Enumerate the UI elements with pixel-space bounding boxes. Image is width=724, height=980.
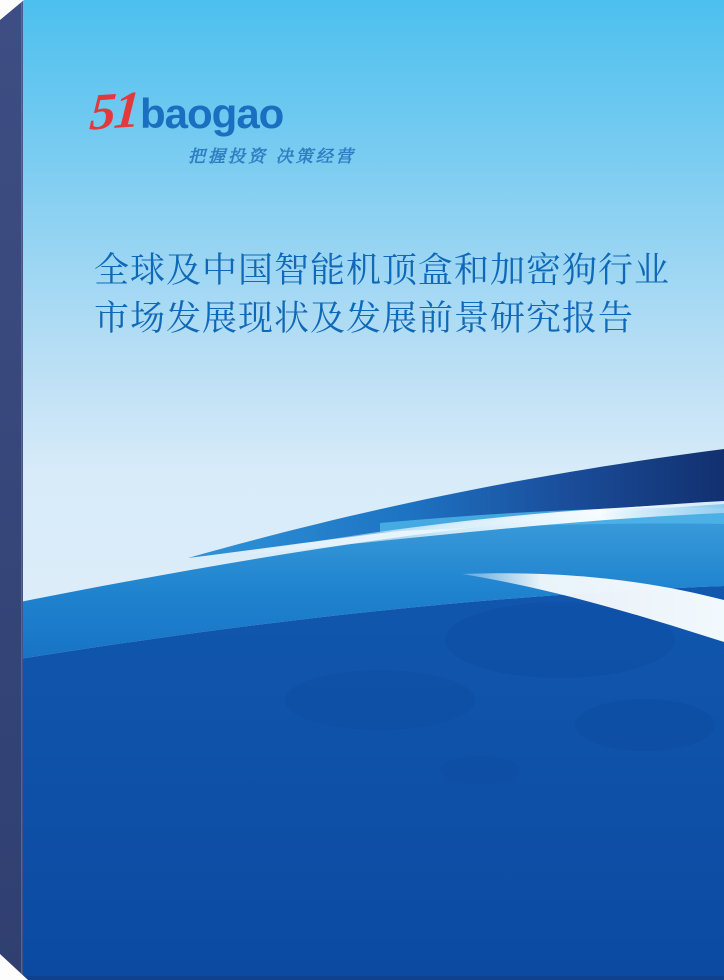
title-line-1: 全球及中国智能机顶盒和加密狗行业 — [94, 251, 671, 290]
book-spine — [0, 0, 23, 980]
report-title — [94, 247, 670, 343]
logo-block — [87, 81, 356, 166]
title-line-2: 市场发展现状及发展前景研究报告 — [94, 299, 635, 338]
logo-tagline: 把握投资 决策经营 — [188, 147, 356, 166]
logo-51-mark: 51 — [87, 81, 141, 142]
bottom-edge-shadow — [20, 976, 724, 980]
logo-wordmark: baogao — [140, 90, 284, 137]
spine-edge-light — [21, 0, 23, 980]
